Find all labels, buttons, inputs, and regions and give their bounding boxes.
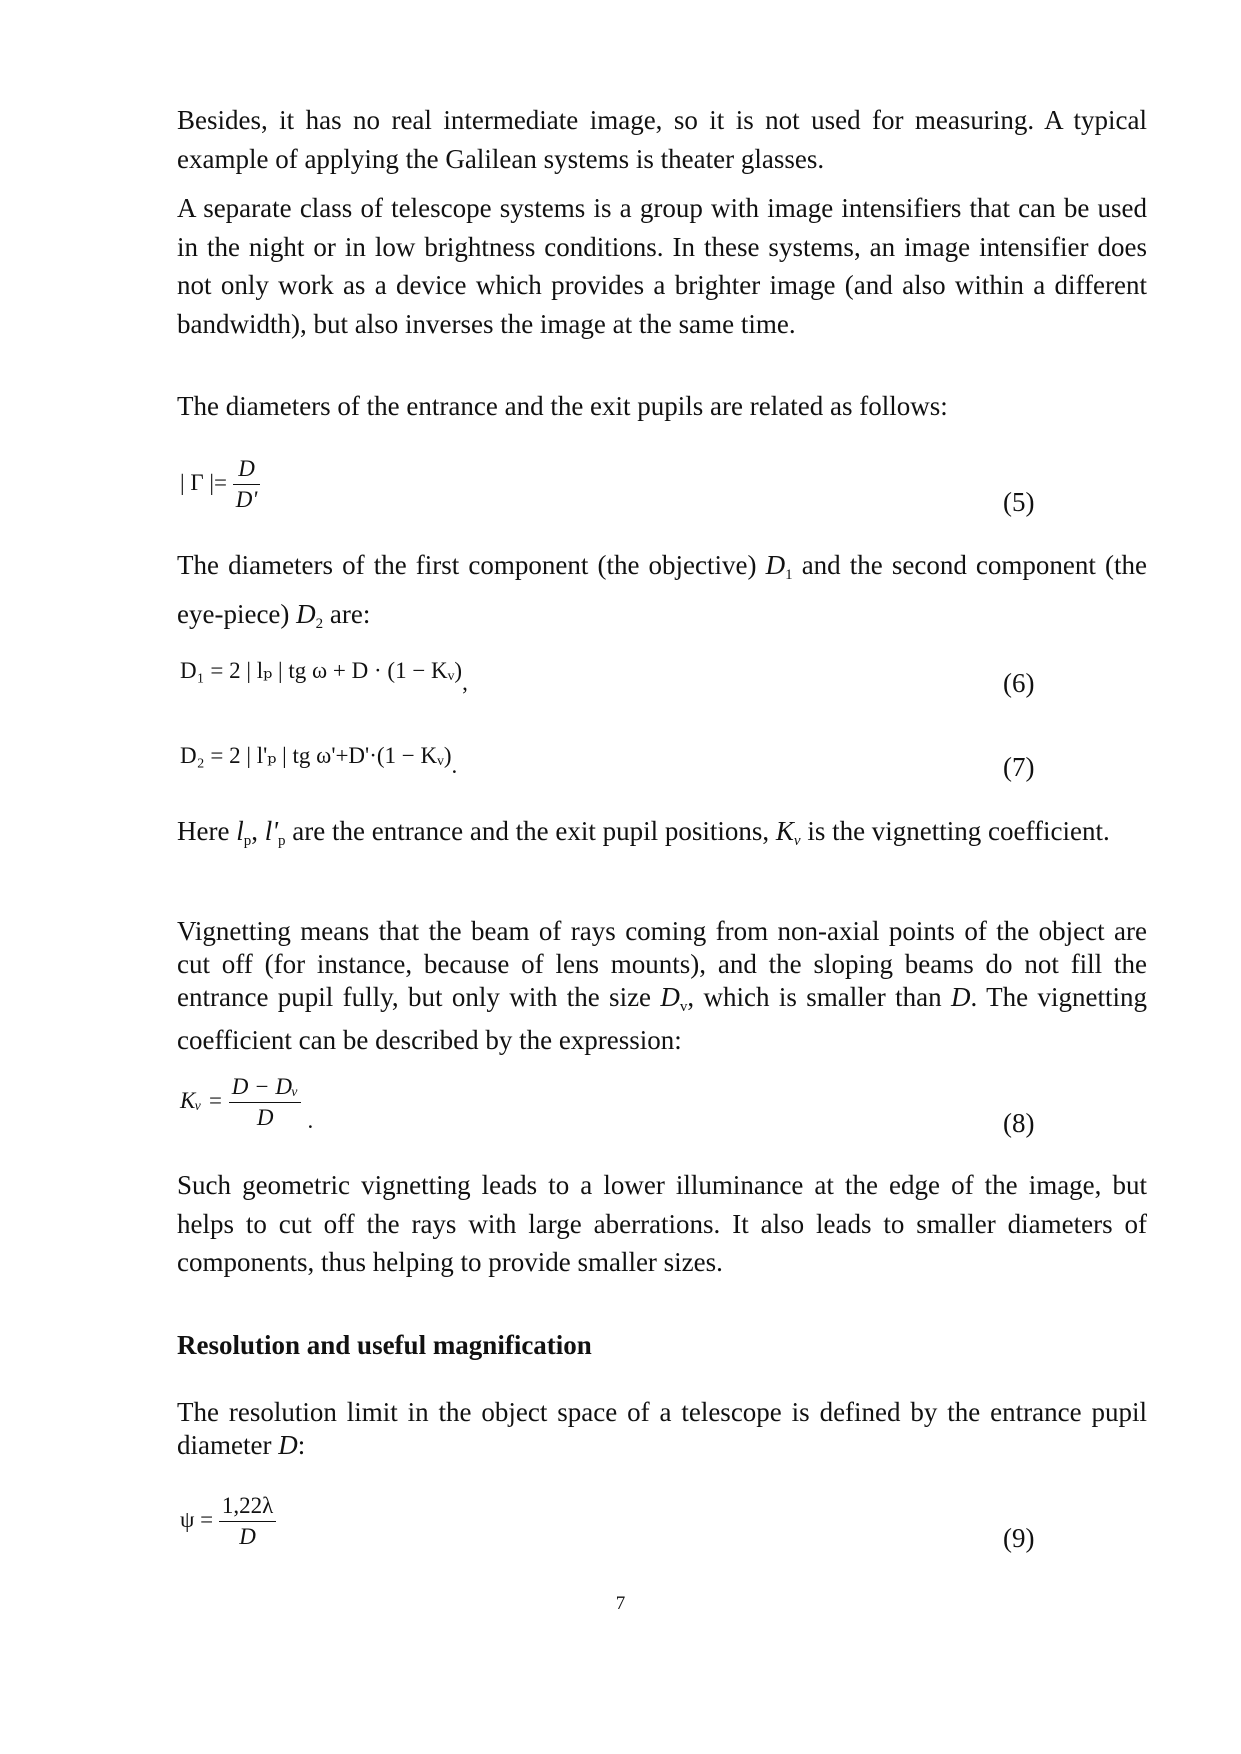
equation-5-lhs: | Γ |= [180,469,227,495]
paragraph-component-diameters [177,546,1147,643]
symbol-l: l [236,816,244,846]
paragraph-vignetting [177,915,1147,1057]
paragraph-pupil-positions [177,812,1147,861]
text-run: : [297,1430,306,1460]
subscript: p [278,833,286,849]
symbol-l-prime: l' [264,816,279,846]
equation-9-numerator: 1,22λ [221,1493,274,1518]
section-heading: Resolution and useful magnification [177,1330,592,1360]
symbol-d: D [765,550,786,580]
equation-9-number: (9) [1003,1523,1035,1553]
text-run: Vignetting means that the beam of rays coming from non-axial points of the object are cut off (for instance, because of lens mounts), and the sloping beams do not fill the entrance pupil fully, but only with the size [177,916,1147,1012]
equation-5-denominator: D' [233,484,261,515]
equation-8-number: (8) [1003,1108,1035,1138]
equation-8-fraction [229,1072,302,1133]
equation-7-expression: D₂ = 2 | l'ₚ | tg ω'+D'·(1 − Kᵥ) [180,743,452,768]
subscript: v [793,833,801,849]
subscript: 1 [785,567,793,583]
text-run: The diameters of the first component (the objective) [177,550,766,580]
paragraph-resolution-limit [177,1396,1147,1462]
equation-8 [180,1072,313,1133]
text-run: The resolution limit in the object space of a telescope is defined by the entrance pupil diameter [177,1397,1147,1460]
equation-5-number: (5) [1003,487,1035,517]
equation-9-denominator: D [219,1521,276,1552]
subscript: 2 [315,615,324,632]
equation-6-trail: , [462,670,468,695]
equation-6 [180,658,468,695]
equation-7 [180,743,458,778]
equation-5-fraction [233,454,261,515]
paragraph-galilean: Besides, it has no real intermediate image, so it is not used for measuring. A typical example of applying the Galilean systems is theater glasses. [177,105,1147,174]
equation-9-fraction [219,1491,276,1552]
symbol-d: D [296,598,316,629]
equation-6-number: (6) [1003,668,1035,698]
paragraph-pupil-relation: The diameters of the entrance and the exit pupils are related as follows: [177,391,948,421]
symbol-d: D [951,982,971,1012]
paragraph-geometric-vignetting: Such geometric vignetting leads to a lower illuminance at the edge of the image, but helps to cut off the rays with large aberrations. It also leads to smaller diameters of components, thus helping to provide smaller sizes. [177,1170,1147,1277]
text-run: , which is smaller than [687,982,952,1012]
equation-8-trail: . [307,1107,314,1133]
symbol-k: K [775,816,794,846]
text-run: and the second component (the eye-piece) [177,550,1147,629]
text-run: . The vignetting coefficient can be described by the expression: [177,982,1148,1055]
equation-8-numerator: D − Dᵥ [231,1074,299,1099]
page-number: 7 [615,1593,626,1614]
subscript: v [679,999,688,1015]
text-run: are: [323,598,371,629]
text-run: are the entrance and the exit pupil positions, [285,816,776,846]
equation-7-number: (7) [1003,752,1035,782]
equation-5-numerator: D [238,456,255,481]
equation-9 [180,1491,276,1552]
equation-6-expression: D₁ = 2 | lₚ | tg ω + D · (1 − Kᵥ) [180,658,463,683]
text-run: is the vignetting coefficient. [800,816,1110,846]
equation-7-trail: . [451,753,458,778]
equation-9-lhs: ψ = [180,1506,214,1532]
symbol-d: D [660,982,680,1012]
equation-8-denominator: D [229,1102,302,1133]
subscript: p [243,833,252,849]
text-run: , [251,816,265,846]
paragraph-image-intensifiers: A separate class of telescope systems is a group with image intensifiers that can be used in the night or in low brightness conditions. In these systems, an image intensifier does not only work as a device which provides a brighter image (and also within a different bandwidth), but also inverses the image at the same time. [177,193,1147,339]
equation-8-lhs: Kᵥ = [180,1087,224,1113]
equation-5 [180,454,260,515]
symbol-d: D [278,1430,298,1460]
text-run: Here [177,816,237,846]
